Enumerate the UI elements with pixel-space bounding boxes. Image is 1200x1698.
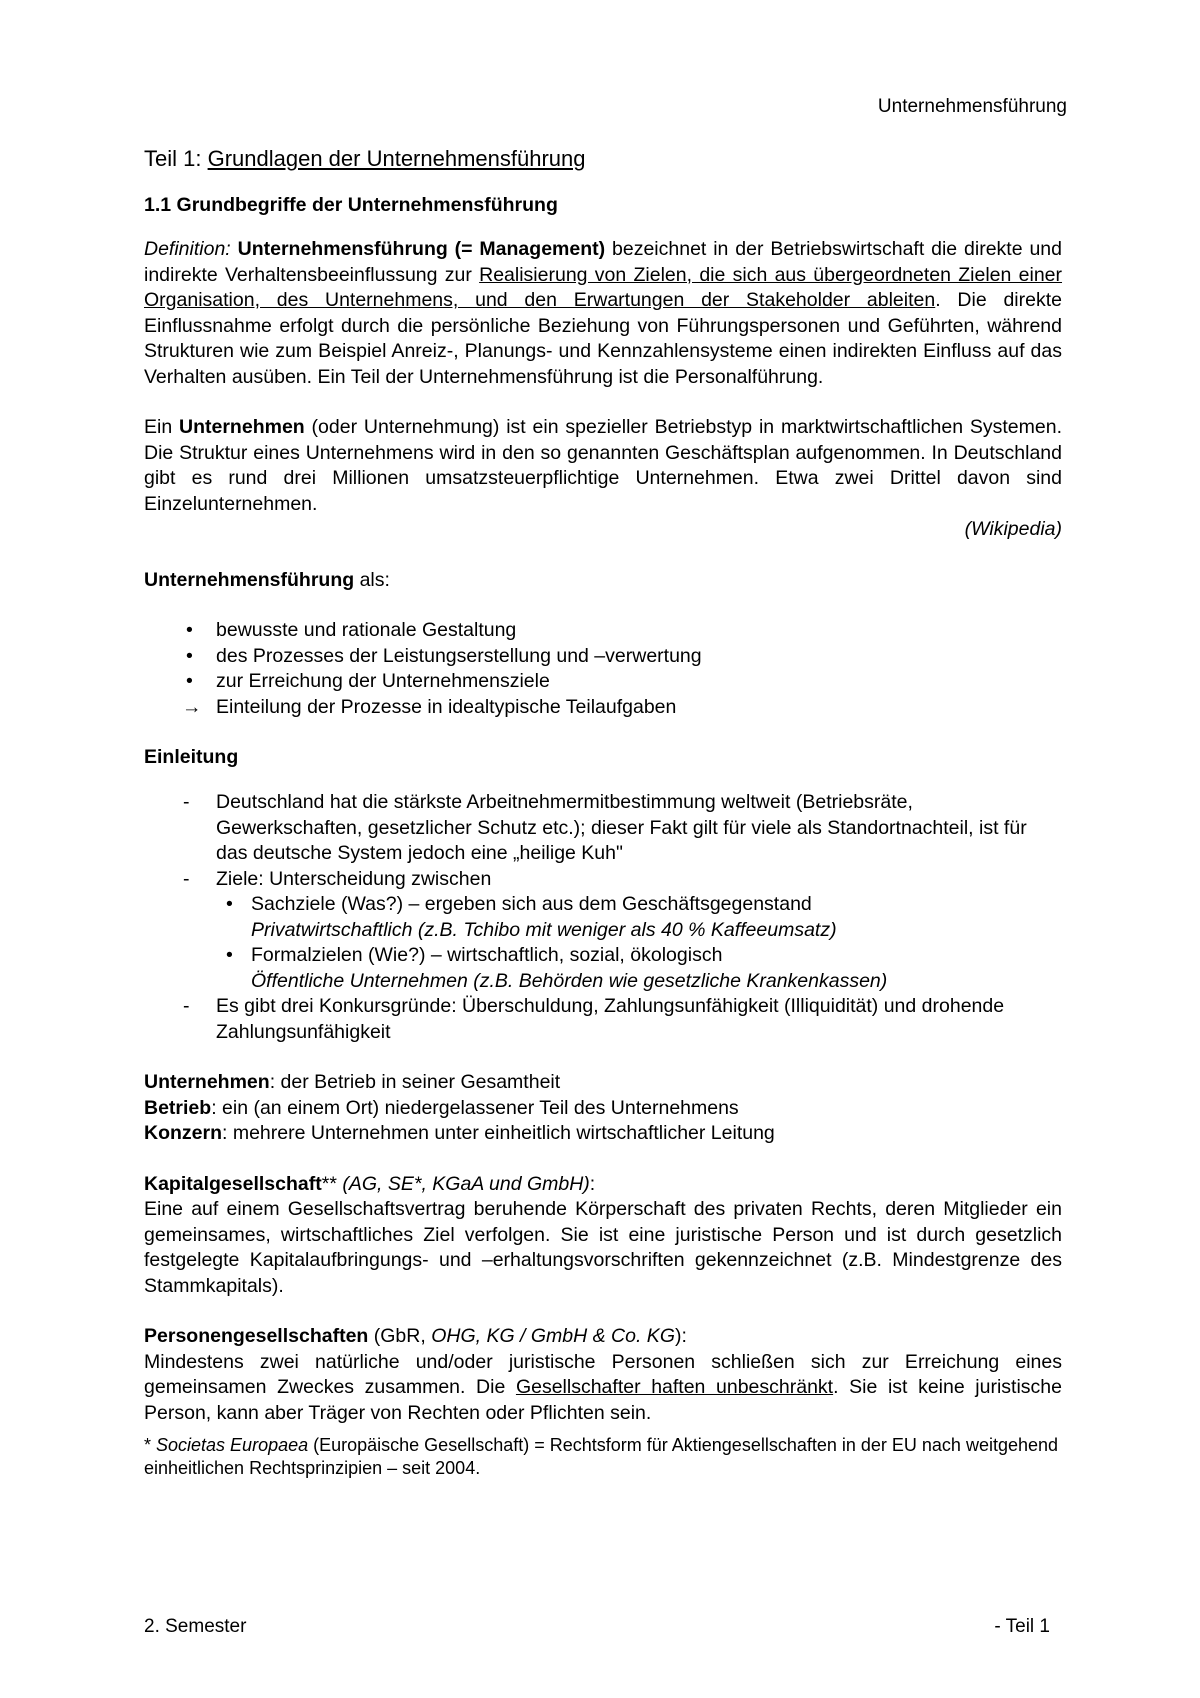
uf-term: Unternehmensführung <box>144 568 355 591</box>
sub-item-line2: Öffentliche Unternehmen (z.B. Behörden wie gesetzliche Krankenkassen) <box>251 969 888 992</box>
list-item <box>144 867 1062 995</box>
definition-betrieb <box>144 1096 1062 1122</box>
footnote <box>144 1434 1062 1480</box>
source-text: (Wikipedia) <box>964 518 1062 540</box>
uf-suffix: als: <box>354 568 390 591</box>
definition-label: Definition: <box>144 238 231 260</box>
arrow-right-icon: → <box>182 695 202 718</box>
personen-text <box>144 1350 1062 1427</box>
list-item-text: Es gibt drei Konkursgründe: Überschuldung, Zahlungsunfähigkeit (Illiquidität) und drohende Zahlungsunfähigkeit <box>216 995 1005 1043</box>
personen-underlined: Gesellschafter haften unbeschränkt <box>515 1376 834 1398</box>
kapital-term: Kapitalgesellschaft <box>144 1172 322 1195</box>
uf-bullet-list <box>144 618 1062 695</box>
page-content <box>144 145 1062 1480</box>
definition-unternehmen <box>144 1070 1062 1096</box>
section-heading-1-1: 1.1 Grundbegriffe der Unternehmensführung <box>144 194 558 216</box>
title-main: Grundlagen der Unternehmensführung <box>207 146 586 171</box>
arrow-line <box>144 695 1062 721</box>
bullet-icon: • <box>186 644 193 667</box>
running-header: Unternehmensführung <box>877 96 1067 117</box>
dash-marker: - <box>183 791 190 813</box>
term: Betrieb <box>144 1096 212 1119</box>
page-title <box>144 145 1062 173</box>
footer-right: - Teil 1 <box>994 1616 1050 1637</box>
unternehmen-paragraph <box>144 415 1062 517</box>
term: Unternehmen <box>144 1071 270 1093</box>
definition-text-b: . Die direkte Einflussnahme erfolgt durch die persönliche Beziehung von Führungspersonen und Geführten, während Strukturen wie zum Beispiel Anreiz-, Planungs- und Kennzahlensysteme einen indirekten Einfluss auf das Verhalten ausüben. Ein Teil der Unternehmensführung ist die Personalführung. <box>144 289 1062 388</box>
list-item-text: zur Erreichung der Unternehmensziele <box>216 670 550 692</box>
footnote-text: (Europäische Gesellschaft) = Rechtsform für Aktiengesellschaften in der EU nach weitgehend einheitlichen Rechtsprinzipien – seit 2004. <box>144 1435 1059 1478</box>
list-item <box>144 644 1062 670</box>
kapital-colon: : <box>589 1172 596 1195</box>
unternehmen-term: Unternehmen <box>179 416 305 438</box>
personen-heading <box>144 1324 1062 1350</box>
footnote-star: * <box>144 1435 157 1455</box>
footnote-term: Societas Europaea <box>156 1435 309 1455</box>
personen-paren-c: ): <box>675 1325 687 1347</box>
term-text: : der Betrieb in seiner Gesamtheit <box>269 1071 561 1093</box>
term-text: : mehrere Unternehmen unter einheitlich wirtschaftlicher Leitung <box>222 1122 775 1144</box>
title-prefix: Teil 1: <box>144 146 208 171</box>
definition-paragraph <box>144 237 1062 390</box>
unternehmen-text: (oder Unternehmung) ist ein spezieller Betriebstyp in marktwirtschaftlichen Systemen. Die Struktur eines Unternehmens wird in den so genannten Geschäftsplan aufgenommen. In Deutschland gibt es rund drei Millionen umsatzsteuerpflichtige Unternehmen. Etwa zwei Drittel davon sind Einzelunternehmen. <box>144 416 1062 515</box>
unternehmen-lead: Ein <box>144 416 180 438</box>
list-item <box>144 618 1062 644</box>
list-item-text: des Prozesses der Leistungserstellung und –verwertung <box>216 644 702 667</box>
personen-term: Personengesellschaften <box>144 1325 369 1347</box>
list-item <box>144 994 1062 1045</box>
kapital-text: Eine auf einem Gesellschaftsvertrag beruhende Körperschaft des privaten Rechts, deren Mitglieder ein gemeinsames, wirtschaftliches Ziel verfolgen. Sie ist eine juristische Person und ist durch gesetzlich festgelegte Kapitalaufbringungs- und –erhaltungsvorschriften gekennzeichnet (z.B. Mindestgrenze des Stammkapitals). <box>144 1198 1062 1297</box>
arrow-text: Einteilung der Prozesse in idealtypische Teilaufgaben <box>216 695 677 718</box>
footer-left: 2. Semester <box>144 1616 247 1637</box>
definition-underlined: Realisierung von Zielen, die sich aus übergeordneten Zielen einer Organisation, des Unternehmens, und den Erwartungen der Stakeholder ableiten <box>144 263 1063 311</box>
source-citation <box>144 517 1062 543</box>
definition-konzern <box>144 1121 1062 1147</box>
bullet-icon: • <box>186 619 193 641</box>
bullet-icon: • <box>226 944 233 966</box>
ziele-sublist <box>144 892 1062 994</box>
definition-term: Unternehmensführung (= Management) <box>237 238 606 260</box>
dash-marker: - <box>183 995 190 1017</box>
personen-paren-a: (GbR, <box>368 1325 432 1347</box>
list-item-text: Ziele: Unterscheidung zwischen <box>216 867 492 890</box>
term-text: : ein (an einem Ort) niedergelassener Teil des Unternehmens <box>211 1096 739 1119</box>
personen-text-a: Mindestens zwei natürliche und/oder juristische Personen schließen sich zur Erreichung eines gemeinsamen Zweckes zusammen. Die <box>144 1350 1062 1398</box>
kapital-heading <box>144 1172 1062 1198</box>
bullet-icon: • <box>226 893 233 915</box>
list-item-text: bewusste und rationale Gestaltung <box>216 619 517 641</box>
term: Konzern <box>144 1122 222 1144</box>
personen-text-b: . Sie ist keine juristische Person, kann aber Träger von Rechten oder Pflichten sein. <box>144 1376 1062 1424</box>
dash-marker: - <box>183 867 190 890</box>
bullet-icon: • <box>186 670 193 692</box>
sub-item-line1: Formalzielen (Wie?) – wirtschaftlich, sozial, ökologisch <box>251 944 723 966</box>
personen-paren-b: OHG, KG / GmbH & Co. KG <box>431 1325 675 1347</box>
einleitung-heading: Einleitung <box>144 746 239 768</box>
sub-item-line2: Privatwirtschaftlich (z.B. Tchibo mit weniger als 40 % Kaffeeumsatz) <box>251 918 837 941</box>
definition-text-a: bezeichnet in der Betriebswirtschaft die direkte und indirekte Verhaltensbeeinflussung zur <box>144 238 1062 286</box>
einleitung-list <box>144 790 1062 1045</box>
list-item <box>144 790 1062 867</box>
list-item <box>144 943 1062 994</box>
uf-als-line <box>144 568 1062 594</box>
list-item-text: Deutschland hat die stärkste Arbeitnehmermitbestimmung weltweit (Betriebsräte, Gewerkschaften, gesetzlicher Schutz etc.); dieser Fakt gilt für viele als Standortnachteil, ist für das deutsche System jedoch eine „heilige Kuh" <box>216 791 1027 864</box>
list-item <box>144 892 1062 943</box>
list-item <box>144 669 1062 695</box>
kapital-paren: (AG, SE*, KGaA und GmbH) <box>336 1172 590 1195</box>
sub-item-line1: Sachziele (Was?) – ergeben sich aus dem Geschäftsgegenstand <box>251 893 812 915</box>
kapital-stars: ** <box>321 1172 337 1195</box>
